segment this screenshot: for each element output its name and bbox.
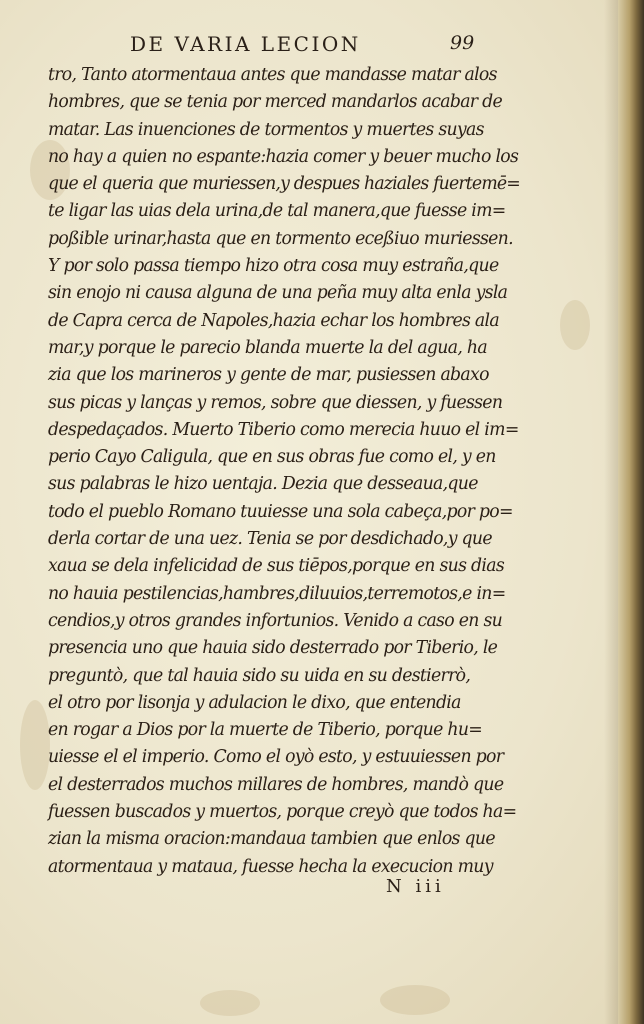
text-line: todo el pueblo Romano tuuiesse una sola cabeça,por po= xyxy=(48,501,513,522)
text-line: cendios,y otros grandes infortunios. Venido a caso en su xyxy=(48,610,503,631)
text-line: sin enojo ni causa alguna de una peña muy alta enla ysla xyxy=(48,283,508,304)
text-line: de Capra cerca de Napoles,hazia echar los hombres ala xyxy=(48,310,499,331)
text-line: presencia uno que hauia sido desterrado por Tiberio, le xyxy=(48,638,498,659)
paper-stain xyxy=(20,700,50,790)
signature-mark: N iii xyxy=(386,876,445,897)
text-line: derla cortar de una uez. Tenia se por desdichado,y que xyxy=(48,529,492,550)
text-line: atormentaua y mataua, fuesse hecha la execucion muy xyxy=(48,856,493,877)
text-line: fuessen buscados y muertos, porque creyò que todos ha= xyxy=(48,802,517,823)
text-line: poßible urinar,hasta que en tormento eceßiuo muriessen. xyxy=(48,228,513,249)
paper-stain xyxy=(560,300,590,350)
body-text xyxy=(48,62,520,881)
page-edge-shadow xyxy=(604,0,618,1024)
paper-stain xyxy=(200,990,260,1016)
text-line: hombres, que se tenia por merced mandarlos acabar de xyxy=(48,92,503,113)
text-line: sus palabras le hizo uentaja. Dezia que desseaua,que xyxy=(48,474,478,495)
text-line: no hay a quien no espante:hazia comer y beuer mucho los xyxy=(48,146,519,167)
running-header xyxy=(130,32,530,62)
running-title: DE VARIA LECION xyxy=(130,32,361,56)
text-line: mar,y porque le parecio blanda muerte la del agua, ha xyxy=(48,337,487,358)
page-number: 99 xyxy=(450,32,475,54)
text-line: sus picas y lanças y remos, sobre que diessen, y fuessen xyxy=(48,392,503,413)
text-line: zia que los marineros y gente de mar, pusiessen abaxo xyxy=(48,365,489,386)
text-line: preguntò, que tal hauia sido su uida en su destierrò, xyxy=(48,665,471,686)
book-gutter xyxy=(618,0,644,1024)
text-line: te ligar las uias dela urina,de tal manera,que fuesse im= xyxy=(48,201,506,222)
text-line: no hauia pestilencias,hambres,diluuios,terremotos,e in= xyxy=(48,583,506,604)
text-line: el otro por lisonja y adulacion le dixo, que entendia xyxy=(48,692,461,713)
text-line: despedaçados. Muerto Tiberio como merecia huuo el im= xyxy=(48,419,519,440)
text-line: zian la misma oracion:mandaua tambien que enlos que xyxy=(48,829,495,850)
text-line: perio Cayo Caligula, que en sus obras fue como el, y en xyxy=(48,447,496,468)
text-line: Y por solo passa tiempo hizo otra cosa muy estraña,que xyxy=(48,256,499,277)
text-line: tro, Tanto atormentaua antes que mandasse matar alos xyxy=(48,65,497,85)
text-line: xaua se dela infelicidad de sus tiēpos,porque en sus dias xyxy=(48,556,505,577)
paper-stain xyxy=(380,985,450,1015)
text-line: matar. Las inuenciones de tormentos y muertes suyas xyxy=(48,119,484,140)
text-line: que el queria que muriessen,y despues haziales fuertemē= xyxy=(48,174,520,195)
text-line: en rogar a Dios por la muerte de Tiberio, porque hu= xyxy=(48,720,483,741)
text-line: uiesse el el imperio. Como el oyò esto, y estuuiessen por xyxy=(48,747,504,768)
text-line: el desterrados muchos millares de hombres, mandò que xyxy=(48,774,504,795)
